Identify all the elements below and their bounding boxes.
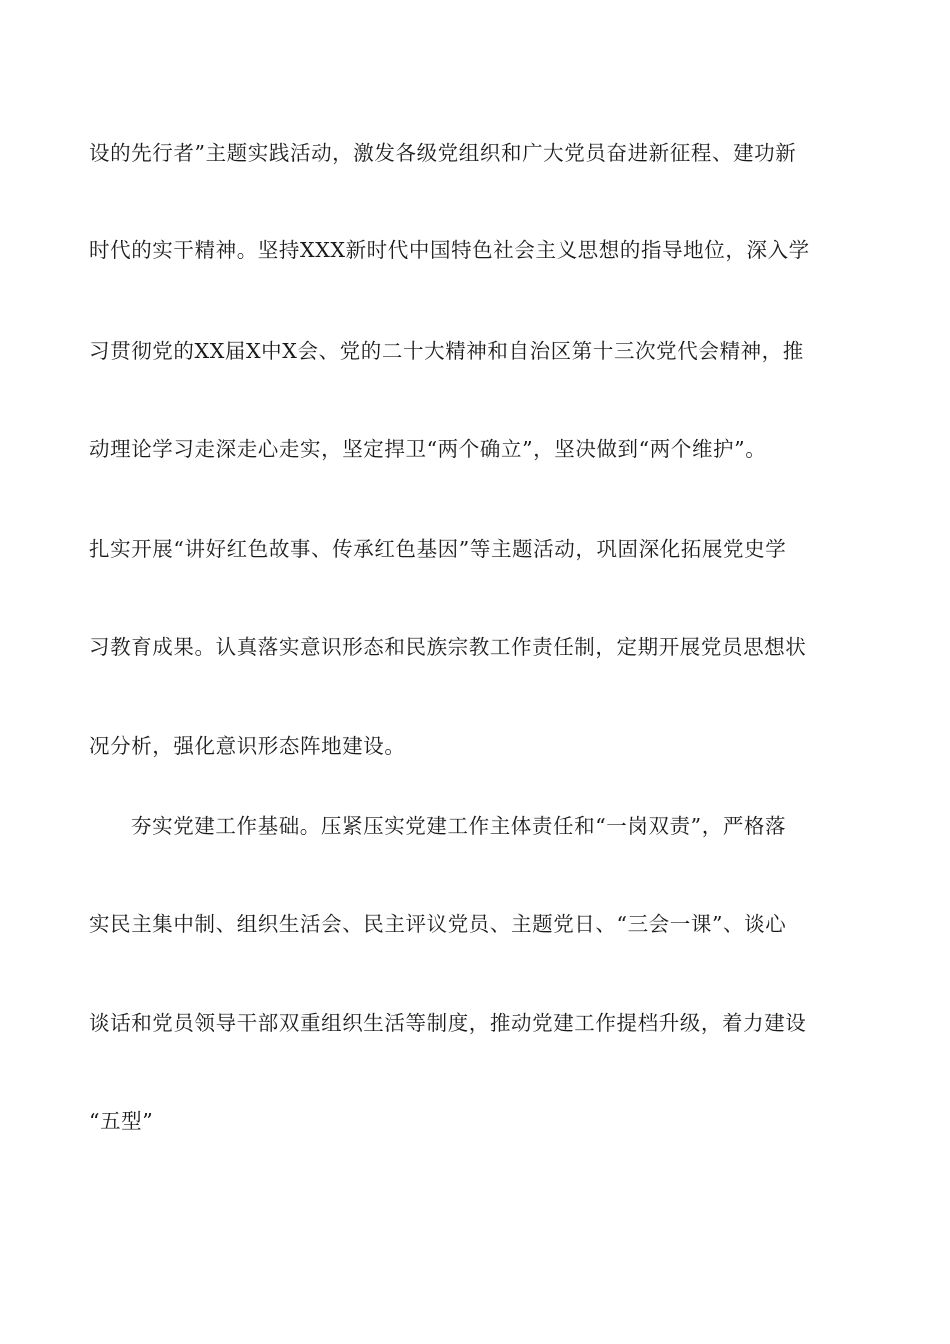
text-line-4: 动理论学习走深走心走实，坚定捍卫“两个确立”，坚决做到“两个维护”。 xyxy=(89,437,767,461)
text-line-9: 实民主集中制、组织生活会、民主评议党员、主题党日、“三会一课”、谈心 xyxy=(89,912,787,936)
text-line-2: 时代的实干精神。坚持XXX新时代中国特色社会主义思想的指导地位，深入学 xyxy=(89,238,810,262)
text-line-11: “五型” xyxy=(89,1109,154,1133)
text-line-1: 设的先行者”主题实践活动，激发各级党组织和广大党员奋进新征程、建功新 xyxy=(89,141,797,165)
text-line-7: 况分析，强化意识形态阵地建设。 xyxy=(89,734,406,758)
paragraph-start-line: 夯实党建工作基础。压紧压实党建工作主体责任和“一岗双责”，严格落 xyxy=(131,814,787,838)
text-line-10: 谈话和党员领导干部双重组织生活等制度，推动党建工作提档升级，着力建设 xyxy=(89,1011,807,1035)
text-line-5: 扎实开展“讲好红色故事、传承红色基因”等主题活动，巩固深化拓展党史学 xyxy=(89,537,787,561)
text-line-3: 习贯彻党的XX届X中X会、党的二十大精神和自治区第十三次党代会精神，推 xyxy=(89,339,804,363)
text-line-6: 习教育成果。认真落实意识形态和民族宗教工作责任制，定期开展党员思想状 xyxy=(89,635,807,659)
